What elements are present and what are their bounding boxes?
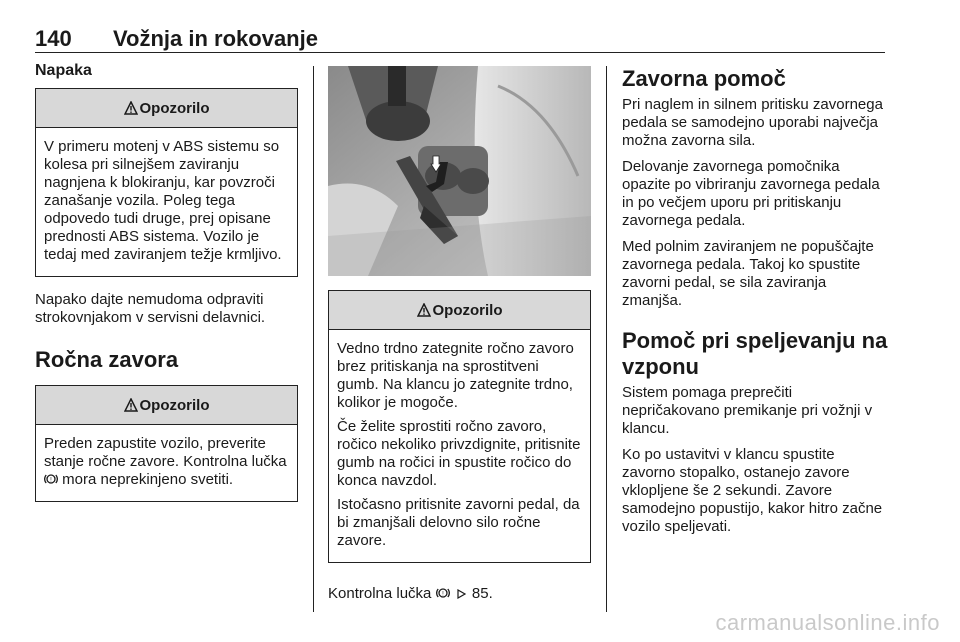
zavorna-paragraph-1: Pri naglem in silnem pritisku zavornega pedala se samodejno uporabi največja možna zavorna sila. bbox=[622, 96, 883, 149]
warning-body bbox=[329, 330, 590, 562]
warning-triangle-icon bbox=[124, 398, 138, 412]
warning-paragraph-2: Če želite sprostiti ročno zavoro, ročico nekoliko privzdignite, pritisnite gumb na ročici in spustite ročico do konca navzdol. bbox=[337, 418, 581, 489]
column-middle bbox=[328, 62, 591, 611]
lamp-reference-page[interactable]: 85. bbox=[471, 585, 493, 602]
warning-header bbox=[329, 291, 590, 330]
brake-warning-lamp-icon bbox=[436, 586, 450, 600]
pomoc-speljevanje-heading: Pomoč pri speljevanju na vzponu bbox=[622, 328, 888, 379]
watermark: carmanualsonline.info bbox=[715, 610, 940, 635]
warning-body bbox=[36, 128, 297, 276]
page-number: 140 bbox=[35, 26, 72, 51]
lamp-reference-text: Kontrolna lučka bbox=[328, 585, 432, 602]
warning-header bbox=[36, 386, 297, 425]
warning-header bbox=[36, 89, 297, 128]
zavorna-paragraph-2: Delovanje zavornega pomočnika opazite po vibriranju zavornega pedala in po večjem uporu pri pritiskanju zavornega pedala. bbox=[622, 158, 880, 229]
column-right bbox=[622, 66, 890, 544]
warning-box-abs bbox=[35, 88, 298, 277]
warning-box-handbrake-use bbox=[328, 290, 591, 563]
warning-paragraph-1: Vedno trdno zategnite ročno zavoro brez pritiskanja na sprostitveni gumb. Na klancu jo zategnite trdno, kolikor je mogoče. bbox=[337, 340, 574, 411]
brake-warning-lamp-icon bbox=[44, 472, 58, 486]
warning-body bbox=[36, 425, 297, 501]
warning-text-before: Preden zapustite vozilo, preverite stanje ročne zavore. Kontrolna lučka bbox=[44, 435, 287, 470]
warning-label: Opozorilo bbox=[139, 396, 210, 414]
rocna-zavora-heading: Ročna zavora bbox=[35, 347, 179, 372]
warning-text-after: mora neprekinjeno svetiti. bbox=[62, 471, 234, 488]
running-title: Vožnja in rokovanje bbox=[113, 26, 318, 51]
pomoc-paragraph-2: Ko po ustavitvi v klancu spustite zavorno stopalko, ostanejo zavore vklopljene še 2 sekundi. Zavore samodejno popustijo, kakor hitro začne vozilo speljevati. bbox=[622, 446, 883, 535]
column-divider-1 bbox=[313, 66, 314, 612]
pomoc-paragraph-1: Sistem pomaga preprečiti nepričakovano premikanje pri vožnji v klancu. bbox=[622, 384, 873, 437]
header-rule bbox=[35, 52, 885, 53]
lamp-reference bbox=[328, 585, 591, 603]
column-left bbox=[35, 62, 298, 516]
column-divider-2 bbox=[606, 66, 607, 612]
warning-text: V primeru motenj v ABS sistemu so kolesa pri silnejšem zaviranju nagnjena k blokiranju, kar povzroči zanašanje vozila. Poleg tega odpovedo tudi druge, prej opisane prednosti ABS sistema. Vozilo je tedaj med zaviranjem težje krmljivo. bbox=[44, 138, 282, 263]
warning-triangle-icon bbox=[417, 303, 431, 317]
warning-triangle-icon bbox=[124, 101, 138, 115]
warning-label: Opozorilo bbox=[139, 99, 210, 117]
warning-text bbox=[44, 435, 289, 489]
warning-box-parking-brake bbox=[35, 385, 298, 502]
svg-text:!: ! bbox=[441, 591, 444, 598]
page-reference-arrow-icon bbox=[456, 589, 466, 599]
warning-paragraph-3: Istočasno pritisnite zavorni pedal, da bi zmanjšali delovno silo ročne zavore. bbox=[337, 496, 580, 549]
zavorna-paragraph-3: Med polnim zaviranjem ne popuščajte zavornega pedala. Takoj ko spustite zavorni pedal, se sila zaviranja zmanjša. bbox=[622, 238, 874, 309]
warning-label: Opozorilo bbox=[432, 301, 503, 319]
zavorna-pomoc-heading: Zavorna pomoč bbox=[622, 66, 786, 91]
svg-text:!: ! bbox=[50, 477, 52, 484]
parking-brake-lever-photo bbox=[328, 66, 591, 276]
napaka-heading: Napaka bbox=[35, 62, 92, 79]
napaka-text: Napako dajte nemudoma odpraviti strokovnjakom v servisni delavnici. bbox=[35, 291, 266, 326]
